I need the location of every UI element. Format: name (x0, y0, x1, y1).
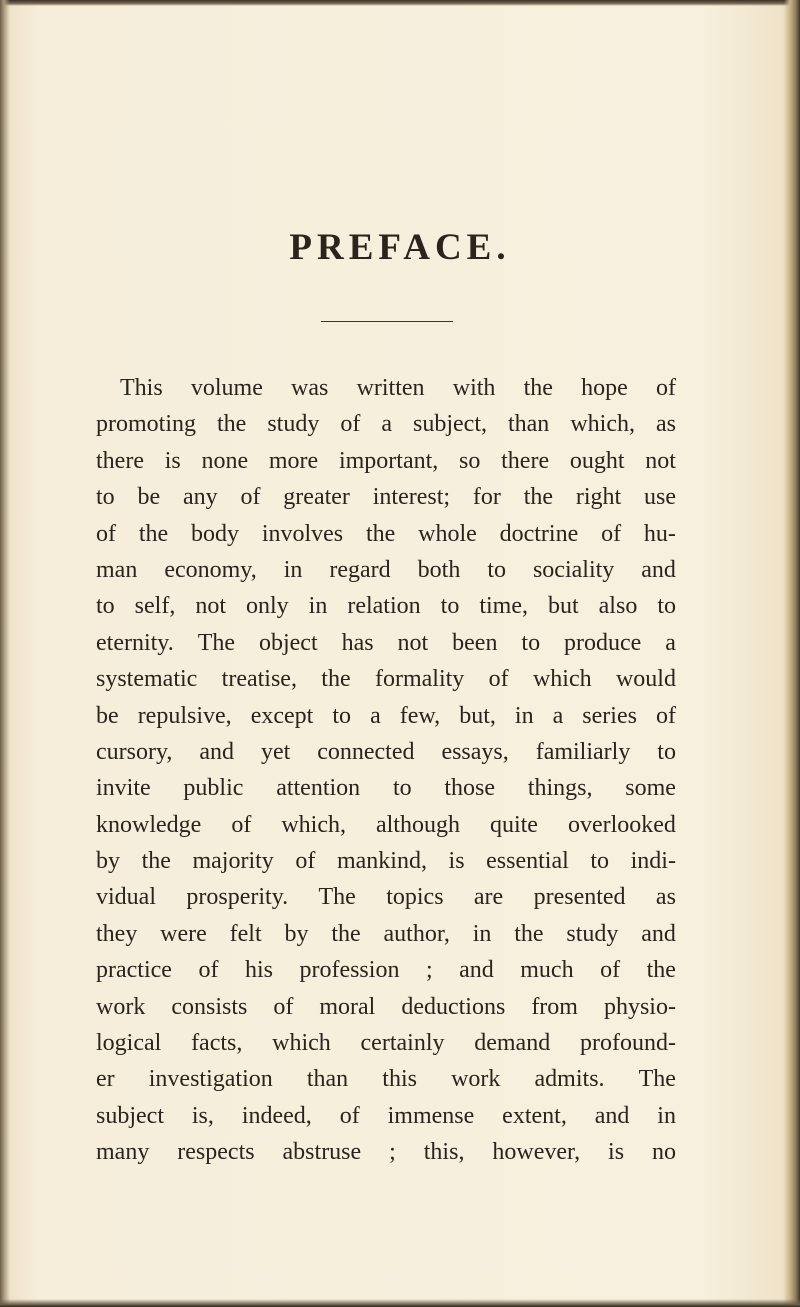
text-line-content (96, 770, 676, 806)
word: of (655, 375, 676, 401)
page-right-edge (784, 0, 800, 1307)
word: in (472, 920, 492, 947)
word: use (644, 484, 676, 511)
word: treatise, (221, 666, 297, 693)
word: promoting (96, 411, 196, 438)
word: to (487, 556, 506, 583)
text-line (96, 1061, 676, 1097)
word: of (488, 666, 509, 693)
word: felt (229, 920, 262, 947)
text-line (96, 1134, 676, 1170)
word: quite (489, 811, 538, 838)
word: The (638, 1066, 676, 1093)
word: and (641, 920, 676, 947)
word: there (501, 447, 550, 474)
word: of (339, 1102, 360, 1129)
word: repulsive, (137, 702, 232, 729)
text-line (96, 698, 676, 734)
text-line-content (96, 552, 676, 588)
text-line (96, 588, 676, 624)
word: work (451, 1066, 501, 1093)
word: in (308, 593, 328, 620)
word: doctrine (499, 520, 579, 547)
word: and (459, 957, 494, 984)
word: those (444, 775, 496, 802)
text-line-content (96, 734, 676, 770)
word: written (356, 375, 425, 401)
word: be (137, 484, 161, 511)
page-heading: PREFACE. (289, 227, 511, 268)
word: and (641, 556, 676, 583)
word: facts, (191, 1030, 243, 1057)
word: both (417, 556, 461, 583)
word: hope (581, 375, 628, 401)
word: This (120, 375, 163, 401)
word: not (195, 593, 226, 620)
text-line-content (96, 661, 676, 697)
word: of (655, 702, 676, 729)
page-left-edge (0, 0, 10, 1307)
word: volume (190, 375, 263, 401)
word: has (341, 629, 374, 656)
word: than (306, 1066, 349, 1093)
word: self, (134, 593, 176, 620)
word: would (615, 666, 676, 693)
text-line-content (96, 916, 676, 952)
word: is (164, 447, 181, 474)
preface-paragraph (96, 370, 676, 1171)
word: but, (459, 702, 496, 729)
word: to (657, 738, 676, 765)
text-line (96, 406, 676, 442)
word: of (96, 520, 116, 547)
text-line (96, 879, 676, 915)
word: mankind, (336, 848, 427, 875)
word: in (657, 1102, 676, 1129)
word: ; (389, 1139, 396, 1166)
word: a (370, 702, 381, 729)
word: of (600, 957, 621, 984)
word: study (566, 920, 619, 947)
word: so (459, 447, 481, 474)
word: topics (386, 884, 444, 911)
word: to (332, 702, 352, 729)
word: also (598, 593, 638, 620)
text-line (96, 661, 676, 697)
word: none (201, 447, 249, 474)
word: indeed, (241, 1102, 312, 1129)
word: by (284, 920, 309, 947)
text-line (96, 516, 676, 552)
word: and (594, 1102, 630, 1129)
text-line-content (96, 807, 676, 843)
word: important, (338, 447, 439, 474)
heading-rule (321, 321, 453, 322)
word: investigation (148, 1066, 273, 1093)
word: to (392, 775, 412, 802)
text-line-content (96, 1134, 676, 1170)
word: man (96, 556, 138, 583)
word: subject (96, 1102, 164, 1129)
word: were (160, 920, 207, 947)
word: majority (192, 848, 274, 875)
word: this, (423, 1139, 465, 1166)
word: yet (260, 738, 291, 765)
word: some (625, 775, 676, 802)
word: the (138, 520, 169, 547)
word: abstruse (282, 1139, 362, 1166)
word: is, (191, 1102, 214, 1129)
word: is (448, 848, 465, 875)
word: the (514, 920, 544, 947)
word: to (657, 593, 676, 620)
word: of (340, 411, 361, 438)
word: which (272, 1030, 331, 1057)
word: of (198, 957, 219, 984)
word: study (267, 411, 320, 438)
word: indi- (630, 848, 676, 875)
word: practice (96, 957, 172, 984)
word: presented (533, 884, 626, 911)
word: although (375, 811, 460, 838)
word: The (318, 884, 356, 911)
word: from (531, 993, 578, 1020)
text-line-content (96, 1025, 676, 1061)
text-line-content (96, 516, 676, 552)
text-line-content (96, 479, 676, 515)
text-line-content (96, 952, 676, 988)
word: physio- (603, 993, 676, 1020)
word: time, (479, 593, 528, 620)
text-line (96, 479, 676, 515)
word: deductions (401, 993, 506, 1020)
word: of (273, 993, 294, 1020)
word: the (321, 666, 351, 693)
word: of (295, 848, 316, 875)
word: the (141, 848, 171, 875)
word: few, (399, 702, 441, 729)
word: involves (261, 520, 344, 547)
word: work (96, 993, 146, 1020)
word: by (96, 848, 120, 875)
text-line (96, 952, 676, 988)
word: cursory, (96, 738, 173, 765)
word: the (217, 411, 247, 438)
text-line (96, 1025, 676, 1061)
word: which (532, 666, 592, 693)
word: regard (329, 556, 391, 583)
word: as (655, 411, 676, 438)
word: the (523, 375, 553, 401)
word: subject, (413, 411, 487, 438)
text-line (96, 625, 676, 661)
word: a (552, 702, 564, 729)
word: certainly (360, 1030, 445, 1057)
word: profession (299, 957, 400, 984)
word: any (182, 484, 218, 511)
word: series (582, 702, 637, 729)
word: be (96, 702, 119, 729)
page-bottom-edge (0, 1299, 800, 1307)
word: as (655, 884, 676, 911)
word: many (96, 1139, 150, 1166)
word: in (283, 556, 303, 583)
word: public (183, 775, 244, 802)
word: of (601, 520, 622, 547)
word: body (190, 520, 239, 547)
text-line (96, 843, 676, 879)
word: overlooked (567, 811, 676, 838)
text-line (96, 1098, 676, 1134)
text-line-content (96, 443, 676, 479)
text-line-content (96, 1061, 676, 1097)
word: which, (281, 811, 346, 838)
word: with (452, 375, 496, 401)
word: respects (177, 1139, 255, 1166)
word: consists (171, 993, 248, 1020)
word: except (250, 702, 314, 729)
text-line (96, 552, 676, 588)
word: systematic (96, 666, 198, 693)
word: connected (317, 738, 415, 765)
word: hu- (643, 520, 676, 547)
text-line (96, 916, 676, 952)
word: whole (418, 520, 477, 547)
word: a (381, 411, 392, 438)
text-line-content (96, 406, 676, 442)
text-line (96, 807, 676, 843)
word: this (382, 1066, 417, 1093)
word: to (590, 848, 610, 875)
word: demand (474, 1030, 551, 1057)
word: greater (283, 484, 350, 511)
text-line-content (120, 370, 676, 406)
word: are (473, 884, 504, 911)
text-line (96, 443, 676, 479)
word: vidual (96, 884, 156, 911)
word: author, (383, 920, 450, 947)
word: produce (564, 629, 642, 656)
word: to (521, 629, 541, 656)
word: the (331, 920, 361, 947)
word: relation (347, 593, 421, 620)
word: logical (96, 1030, 162, 1057)
text-line-content (96, 625, 676, 661)
word: immense (387, 1102, 475, 1129)
word: eternity. (96, 629, 174, 656)
word: but (547, 593, 579, 620)
word: er (96, 1066, 115, 1093)
word: of (240, 484, 261, 511)
word: to (440, 593, 460, 620)
word: to (96, 484, 115, 511)
word: for (472, 484, 501, 511)
word: in (514, 702, 534, 729)
word: The (197, 629, 236, 656)
word: right (575, 484, 622, 511)
word: interest; (372, 484, 451, 511)
text-line-content (96, 588, 676, 624)
text-line-content (96, 989, 676, 1025)
word: extent, (502, 1102, 567, 1129)
word: prosperity. (186, 884, 289, 911)
text-line (96, 770, 676, 806)
text-line-content (96, 1098, 676, 1134)
text-line-content (96, 879, 676, 915)
word: essential (486, 848, 569, 875)
word: not (645, 447, 676, 474)
word: only (246, 593, 289, 620)
word: much (520, 957, 574, 984)
text-line (96, 734, 676, 770)
word: of (231, 811, 252, 838)
word: not (397, 629, 429, 656)
word: which, (570, 411, 635, 438)
word: familiarly (535, 738, 631, 765)
word: and (199, 738, 235, 765)
word: the (523, 484, 554, 511)
word: however, (492, 1139, 581, 1166)
word: essays, (441, 738, 509, 765)
word: knowledge (96, 811, 202, 838)
word: no (652, 1139, 676, 1166)
word: than (507, 411, 550, 438)
word: been (452, 629, 498, 656)
page-top-shadow (0, 0, 800, 6)
word: admits. (534, 1066, 605, 1093)
word: attention (276, 775, 361, 802)
word: there (96, 447, 144, 474)
word: things, (527, 775, 593, 802)
word: sociality (532, 556, 615, 583)
word: a (665, 629, 676, 656)
text-line-content (96, 698, 676, 734)
word: invite (96, 775, 151, 802)
word: they (96, 920, 138, 947)
word: formality (374, 666, 465, 693)
word: is (608, 1139, 625, 1166)
word: profound- (579, 1030, 676, 1057)
word: was (291, 375, 329, 401)
word: more (268, 447, 319, 474)
word: ; (425, 957, 433, 984)
word: object (258, 629, 318, 656)
word: to (96, 593, 115, 620)
text-line-content (96, 843, 676, 879)
word: his (244, 957, 273, 984)
word: the (365, 520, 396, 547)
text-line (96, 370, 676, 406)
word: the (646, 957, 676, 984)
word: moral (319, 993, 376, 1020)
text-line (96, 989, 676, 1025)
word: economy, (164, 556, 257, 583)
word: ought (569, 447, 625, 474)
